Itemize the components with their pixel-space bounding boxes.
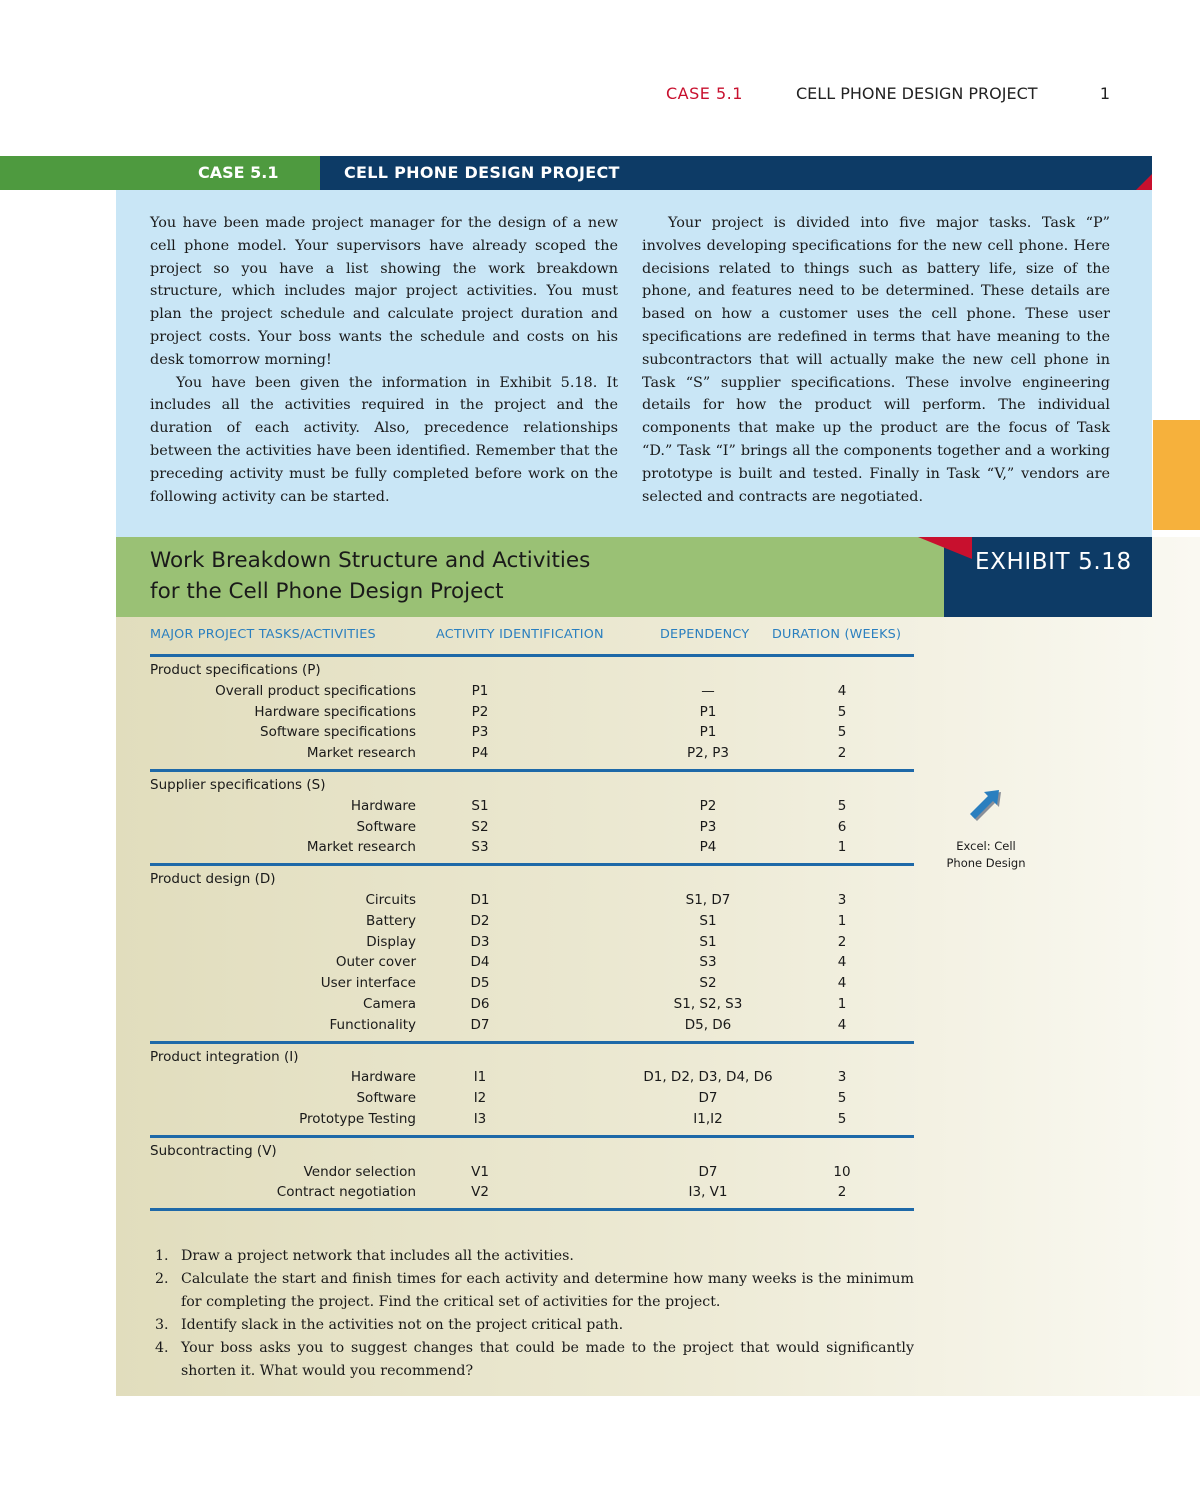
question-item: [150, 1337, 914, 1383]
activity-dependency: S3: [699, 954, 717, 971]
activity-dependency: P1: [699, 703, 717, 720]
page-number: 1: [1099, 84, 1110, 103]
question-text: Draw a project network that includes all the activities.: [181, 1248, 574, 1264]
column-header-task: MAJOR PROJECT TASKS/ACTIVITIES: [150, 627, 376, 642]
table-row: [150, 745, 914, 765]
table-rule: [150, 1208, 914, 1211]
group-heading: Supplier specifications (S): [150, 777, 326, 793]
table-row: [150, 798, 914, 818]
table-row: [150, 934, 914, 954]
activity-duration: 5: [837, 1090, 847, 1107]
activity-name: Outer cover: [335, 954, 416, 971]
activity-id: D7: [470, 1016, 490, 1033]
activity-name: Camera: [363, 996, 416, 1012]
activity-dependency: P4: [699, 839, 717, 856]
table-row: [150, 892, 914, 912]
activity-name: Hardware: [350, 797, 416, 814]
question-item: [150, 1268, 914, 1314]
activity-id: P4: [471, 745, 489, 762]
table-row: [150, 839, 914, 859]
question-item: [150, 1245, 914, 1268]
question-text: Your boss asks you to suggest changes that could be made to the project that would significantly shorten it. What would you recommend?: [181, 1340, 914, 1379]
running-head-case: CASE 5.1: [666, 84, 743, 103]
table-row: [150, 704, 914, 724]
activity-dependency: —: [701, 682, 715, 699]
activity-duration: 10: [833, 1163, 851, 1180]
case-banner: [0, 156, 1152, 190]
exhibit-title-line: Work Breakdown Structure and Activities: [150, 548, 591, 573]
activity-duration: 3: [837, 1069, 847, 1086]
exhibit-label: EXHIBIT 5.18: [975, 549, 1132, 575]
question-number: 2.: [155, 1271, 169, 1287]
table-rule: [150, 1041, 914, 1044]
exhibit-red-triangle: [918, 537, 972, 559]
table-rule: [150, 1135, 914, 1138]
table-row: [150, 1164, 914, 1184]
table-row: [150, 724, 914, 744]
excel-callout-label: [938, 838, 1034, 872]
banner-case-label: CASE 5.1: [198, 163, 279, 182]
activity-duration: 2: [837, 933, 847, 950]
question-number: 3.: [155, 1317, 169, 1333]
table-row: [150, 975, 914, 995]
activity-name: Software specifications: [260, 724, 416, 741]
activity-dependency: S2: [699, 975, 717, 992]
activity-id: D2: [470, 912, 490, 929]
activity-id: P1: [471, 682, 489, 699]
activity-id: S3: [471, 839, 489, 856]
excel-callout-line: Phone Design: [946, 856, 1026, 870]
activity-id: S1: [471, 797, 489, 814]
activity-name: Hardware: [350, 1069, 416, 1086]
activity-duration: 5: [837, 703, 847, 720]
activity-name: Circuits: [365, 892, 416, 908]
activity-dependency: I1,I2: [693, 1111, 723, 1127]
intro-paragraph: Your project is divided into five major tasks. Task “P” involves developing specifications for the new cell phone. Here decisions related to things such as battery life, size of the phone, and features need to be determined. These details are based on how a customer uses the cell phone. These user specifications are redefined in terms that have meaning to the subcontractors that will actually make the new cell phone in Task “S” supplier specifications. These involve engineering details for how the product will perform. The individual components that make up the product are the focus of Task “D.” Task “I” brings all the components together and a working prototype is built and tested. Finally in Task “V,” vendors are selected and contracts are negotiated.: [642, 215, 1110, 505]
group-heading: Product specifications (P): [150, 662, 321, 678]
activity-id: D5: [470, 975, 490, 992]
activity-id: I1: [473, 1069, 487, 1086]
activity-name: User interface: [320, 975, 416, 992]
group-heading: Subcontracting (V): [150, 1142, 277, 1159]
table-row: [150, 1184, 914, 1204]
table-row: [150, 683, 914, 703]
activity-id: D4: [470, 954, 490, 971]
activity-id: V2: [471, 1184, 489, 1201]
activity-duration: 1: [837, 996, 847, 1012]
activity-name: Functionality: [329, 1016, 416, 1033]
activity-dependency: S1, S2, S3: [673, 996, 743, 1012]
table-row: [150, 913, 914, 933]
activity-id: D6: [470, 996, 490, 1012]
activity-dependency: P3: [699, 818, 717, 835]
activity-id: P2: [471, 703, 489, 720]
activity-dependency: D5, D6: [684, 1016, 732, 1033]
table-row: [150, 1090, 914, 1110]
intro-left-column: [150, 212, 618, 508]
intro-right-column: [642, 212, 1110, 508]
table-rule: [150, 654, 914, 657]
running-head-title: CELL PHONE DESIGN PROJECT: [796, 84, 1038, 103]
activity-dependency: S1: [699, 933, 717, 950]
question-item: [150, 1314, 914, 1337]
intro-paragraph: You have been made project manager for the design of a new cell phone model. Your supervisors have already scoped the project so you have a list showing the work breakdown structure, which includes major project activities. You must plan the project schedule and calculate project duration and project costs. Your boss wants the schedule and costs on his desk tomorrow morning!: [150, 215, 618, 368]
activity-name: Software: [356, 818, 416, 835]
activity-id: D3: [470, 933, 490, 950]
activity-name: Overall product specifications: [215, 682, 416, 699]
questions-list: [150, 1245, 914, 1383]
activity-duration: 2: [837, 745, 847, 762]
excel-callout-line: Excel: Cell: [956, 839, 1016, 853]
side-tab: [1153, 420, 1200, 530]
activity-duration: 2: [837, 1184, 847, 1201]
activity-id: I3: [473, 1111, 487, 1127]
banner-title: CELL PHONE DESIGN PROJECT: [344, 163, 620, 182]
table-row: [150, 1069, 914, 1089]
activity-name: Market research: [306, 839, 416, 856]
activity-name: Vendor selection: [303, 1163, 416, 1180]
activity-duration: 4: [837, 954, 847, 971]
running-head: [666, 84, 1110, 106]
intro-box: [116, 190, 1152, 537]
activity-duration: 1: [837, 839, 847, 856]
table-rule: [150, 769, 914, 772]
column-header-duration: DURATION (WEEKS): [772, 627, 902, 642]
activity-duration: 5: [837, 724, 847, 741]
table-row: [150, 1111, 914, 1131]
activity-id: P3: [471, 724, 489, 741]
activity-duration: 6: [837, 818, 847, 835]
activity-duration: 5: [837, 1111, 847, 1127]
table-row: [150, 954, 914, 974]
activity-dependency: S1: [699, 912, 717, 929]
exhibit-title-line: for the Cell Phone Design Project: [150, 579, 504, 604]
activity-duration: 1: [837, 912, 847, 929]
exhibit-title: [150, 545, 590, 607]
activity-dependency: P2, P3: [686, 745, 730, 762]
activity-id: I2: [473, 1090, 487, 1107]
activity-id: V1: [471, 1163, 489, 1180]
column-header-id: ACTIVITY IDENTIFICATION: [436, 627, 604, 642]
activity-duration: 4: [837, 975, 847, 992]
question-text: Calculate the start and finish times for each activity and determine how many weeks is the minimum for completing the project. Find the critical set of activities for the project.: [181, 1271, 914, 1310]
activity-dependency: S1, D7: [685, 892, 731, 908]
question-number: 4.: [155, 1340, 169, 1356]
group-heading: Product design (D): [150, 871, 276, 888]
activity-name: Contract negotiation: [276, 1184, 416, 1201]
arrow-icon: [966, 782, 1008, 824]
activity-duration: 3: [837, 892, 847, 908]
activity-name: Market research: [306, 745, 416, 762]
activity-duration: 5: [837, 797, 847, 814]
question-number: 1.: [155, 1248, 169, 1264]
table-row: [150, 996, 914, 1016]
table-row: [150, 819, 914, 839]
table-rule: [150, 863, 914, 866]
group-heading: Product integration (I): [150, 1048, 299, 1065]
activity-name: Prototype Testing: [299, 1111, 416, 1127]
activity-dependency: D1, D2, D3, D4, D6: [643, 1069, 773, 1086]
activity-name: Display: [366, 933, 416, 950]
activity-dependency: D7: [698, 1163, 718, 1180]
activity-dependency: P1: [699, 724, 717, 741]
activity-duration: 4: [837, 682, 847, 699]
activity-dependency: D7: [698, 1090, 718, 1107]
banner-corner-triangle: [1136, 174, 1152, 190]
activity-name: Hardware specifications: [254, 703, 416, 720]
table-row: [150, 1017, 914, 1037]
activity-id: S2: [471, 818, 489, 835]
activity-dependency: I3, V1: [688, 1184, 728, 1201]
activity-name: Battery: [366, 912, 416, 929]
column-header-dependency: DEPENDENCY: [660, 627, 750, 642]
intro-paragraph: You have been given the information in Exhibit 5.18. It includes all the activities required in the project and the duration of each activity. Also, precedence relationships between the activities have been identified. Remember that the preceding activity must be fully completed before work on the following activity can be started.: [150, 374, 618, 505]
question-text: Identify slack in the activities not on the project critical path.: [181, 1317, 624, 1333]
activity-name: Software: [356, 1090, 416, 1107]
activity-dependency: P2: [699, 797, 717, 814]
activity-duration: 4: [837, 1016, 847, 1033]
activity-id: D1: [470, 892, 490, 908]
